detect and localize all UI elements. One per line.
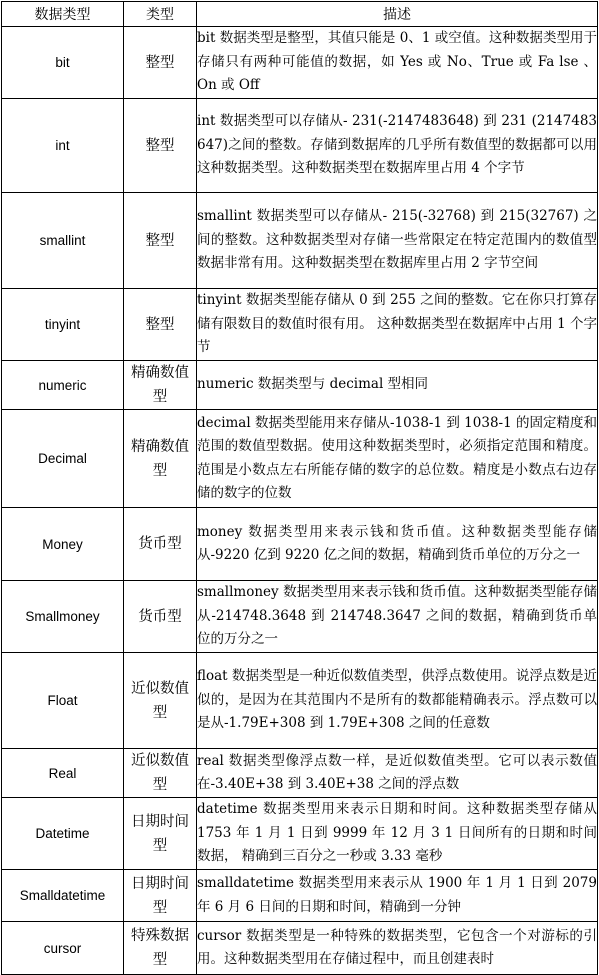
type-description: datetime 数据类型用来表示日期和时间。这种数据类型存储从 1753 年 1 月 1 日到 9999 年 12 月 3 1 日间所有的日期和时间数据， 精确到三百分之一秒或 3.33 毫秒 [197,798,598,870]
type-description: cursor 数据类型是一种特殊的数据类型，它包含一个对游标的引用。这种数据类型用在存储过程中，而且创建表时 [197,922,598,975]
type-description: numeric 数据类型与 decimal 型相同 [197,361,598,410]
table-row [2,99,598,193]
type-description: smallmoney 数据类型用来表示钱和货币值。这种数据类型能存储从-214748.3648 到 214748.3647 之间的数据，精确到货币单位的万分之一 [197,581,598,653]
type-category: 日期时间型 [124,798,197,870]
type-description: smallint 数据类型可以存储从- 215(-32768) 到 215(32767) 之间的整数。这种数据类型对存储一些常限定在特定范围内的数值型数据非常有用。这种数据类型在数据库里占用 2 字节空间 [197,193,598,289]
table-row [2,27,598,99]
type-name: int [2,99,124,193]
type-description: decimal 数据类型能用来存储从-1038-1 到 1038-1 的固定精度和范围的数值型数据。使用这种数据类型时，必须指定范围和精度。 范围是小数点左右所能存储的数字的总位数。精度是小数点右边存储的数字的位数 [197,410,598,508]
type-name: Smalldatetime [2,870,124,922]
header-description: 描述 [197,2,598,27]
table-row [2,508,598,581]
table-row [2,289,598,361]
type-name: cursor [2,922,124,975]
table-row [2,922,598,975]
type-category: 近似数值型 [124,749,197,798]
type-description: int 数据类型可以存储从- 231(-2147483648) 到 231 (2147483 647)之间的整数。存储到数据库的几乎所有数值型的数据都可以用这种数据类型。这种数据类型在数据库里占用 4 个字节 [197,99,598,193]
type-category: 精确数值型 [124,361,197,410]
header-category: 类型 [124,2,197,27]
type-name: tinyint [2,289,124,361]
type-name: bit [2,27,124,99]
type-name: Money [2,508,124,581]
type-name: Float [2,653,124,749]
type-description: real 数据类型像浮点数一样，是近似数值类型。它可以表示数值在-3.40E+38 到 3.40E+38 之间的浮点数 [197,749,598,798]
table-row [2,749,598,798]
type-category: 精确数值型 [124,410,197,508]
table-row [2,798,598,870]
type-description: smalldatetime 数据类型用来表示从 1900 年 1 月 1 日到 2079 年 6 月 6 日间的日期和时间，精确到一分钟 [197,870,598,922]
type-description: float 数据类型是一种近似数值类型，供浮点数使用。说浮点数是近似的，是因为在其范围内不是所有的数都能精确表示。浮点数可以是从-1.79E+308 到 1.79E+308 之间的任意数 [197,653,598,749]
table-row [2,193,598,289]
type-category: 整型 [124,193,197,289]
type-category: 货币型 [124,508,197,581]
table-row [2,581,598,653]
data-types-table [1,1,598,975]
type-category: 近似数值型 [124,653,197,749]
type-description: tinyint 数据类型能存储从 0 到 255 之间的整数。它在你只打算存储有限数目的数值时很有用。 这种数据类型在数据库中占用 1 个字节 [197,289,598,361]
type-description: money 数据类型用来表示钱和货币值。这种数据类型能存储从-9220 亿到 9220 亿之间的数据，精确到货币单位的万分之一 [197,508,598,581]
type-name: Decimal [2,410,124,508]
table-row [2,410,598,508]
type-category: 货币型 [124,581,197,653]
type-name: Real [2,749,124,798]
table-row [2,653,598,749]
type-category: 日期时间型 [124,870,197,922]
type-category: 整型 [124,99,197,193]
type-category: 整型 [124,27,197,99]
header-data-type: 数据类型 [2,2,124,27]
type-name: smallint [2,193,124,289]
type-name: Datetime [2,798,124,870]
table-row [2,870,598,922]
type-description: bit 数据类型是整型，其值只能是 0、1 或空值。这种数据类型用于存储只有两种可能值的数据，如 Yes 或 No、True 或 Fa lse 、On 或 Off [197,27,598,99]
type-name: Smallmoney [2,581,124,653]
type-name: numeric [2,361,124,410]
type-category: 整型 [124,289,197,361]
table-header-row [2,2,598,27]
table-row [2,361,598,410]
type-category: 特殊数据型 [124,922,197,975]
